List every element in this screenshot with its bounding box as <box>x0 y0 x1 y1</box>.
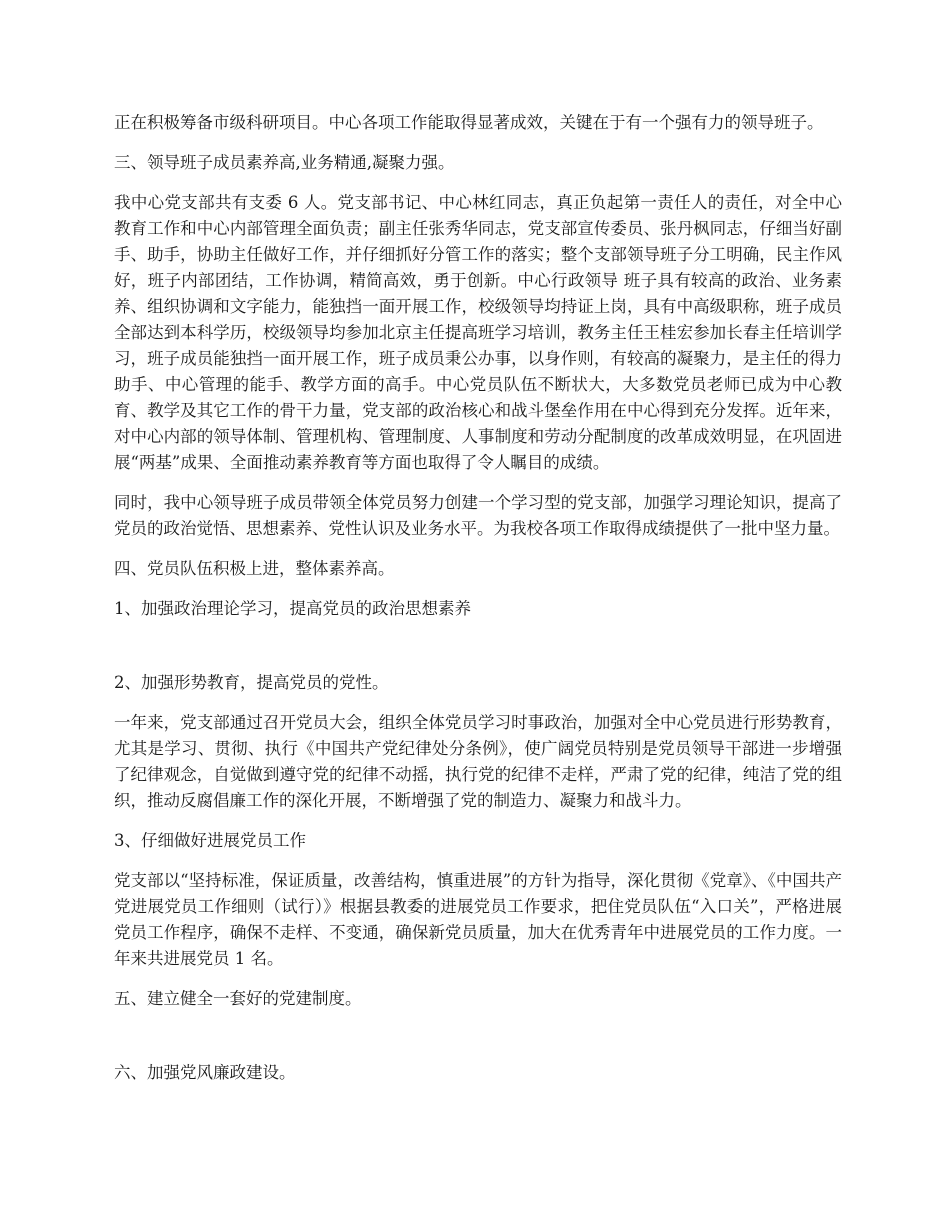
document-page <box>114 110 842 1100</box>
subheading-3: 3、仔细做好进展党员工作 <box>114 831 306 850</box>
paragraph-situation-education: 一年来，党支部通过召开党员大会，组织全体党员学习时事政治，加强对全中心党员进行形势教育，尤其是学习、贯彻、执行《中国共产党纪律处分条例》，使广阔党员特别是党员领导干部进一步增强了纪律观念，自觉做到遵守党的纪律不动摇，执行党的纪律不走样，严肃了党的纪律，纯洁了党的组织，推动反腐倡廉工作的深化开展，不断增强了党的制造力、凝聚力和战斗力。 <box>114 713 842 810</box>
blank-gap <box>114 1026 842 1060</box>
heading-section-3: 三、领导班子成员素养高,业务精通,凝聚力强。 <box>114 153 455 172</box>
paragraph-intro: 正在积极筹备市级科研项目。中心各项工作能取得显著成效，关键在于有一个强有力的领导班子。 <box>114 113 824 132</box>
paragraph-member-development: 党支部以“坚持标准，保证质量，改善结构，慎重进展”的方针为指导，深化贯彻《党章》、《中国共产党进展党员工作细则（试行）》根据县教委的进展党员工作要求，把住党员队伍“入口关”，严格进展党员工作程序，确保不走样、不变通，确保新党员质量，加大在优秀青年中进展党员的工作力度。一年来共进展党员 1 名。 <box>114 871 842 968</box>
heading-section-4: 四、党员队伍积极上进，整体素养高。 <box>114 559 395 578</box>
heading-section-6: 六、加强党风廉政建设。 <box>114 1063 296 1082</box>
subheading-1: 1、加强政治理论学习，提高党员的政治思想素养 <box>114 599 471 618</box>
subheading-2: 2、加强形势教育，提高党员的党性。 <box>114 673 389 692</box>
paragraph-study-party: 同时，我中心领导班子成员带领全体党员努力创建一个学习型的党支部，加强学习理论知识，提高了党员的政治觉悟、思想素养、党性认识及业务水平。为我校各项工作取得成绩提供了一批中坚力量。 <box>114 493 842 538</box>
blank-gap <box>114 636 842 670</box>
paragraph-leadership: 我中心党支部共有支委 6 人。党支部书记、中心林红同志，真正负起第一责任人的责任，对全中心教育工作和中心内部管理全面负责；副主任张秀华同志，党支部宣传委员、张丹枫同志，仔细当好副手、助手，协助主任做好工作，并仔细抓好分管工作的落实；整个支部领导班子分工明确，民主作风好，班子内部团结，工作协调，精简高效，勇于创新。中心行政领导 班子具有较高的政治、业务素养、组织协调和文字能力，能独挡一面开展工作，校级领导均持证上岗，具有中高级职称，班子成员全部达到本科学历，校级领导均参加北京主任提高班学习培训，教务主任王桂宏参加长春主任培训学习，班子成员能独挡一面开展工作，班子成员秉公办事，以身作则，有较高的凝聚力，是主任的得力助手、中心管理的能手、教学方面的高手。中心党员队伍不断状大，大多数党员老师已成为中心教育、教学及其它工作的骨干力量，党支部的政治核心和战斗堡垒作用在中心得到充分发挥。近年来，对中心内部的领导体制、管理机构、管理制度、人事制度和劳动分配制度的改革成效明显，在巩固进展“两基”成果、全面推动素养教育等方面也取得了令人瞩目的成绩。 <box>114 193 842 472</box>
heading-section-5: 五、建立健全一套好的党建制度。 <box>114 989 362 1008</box>
